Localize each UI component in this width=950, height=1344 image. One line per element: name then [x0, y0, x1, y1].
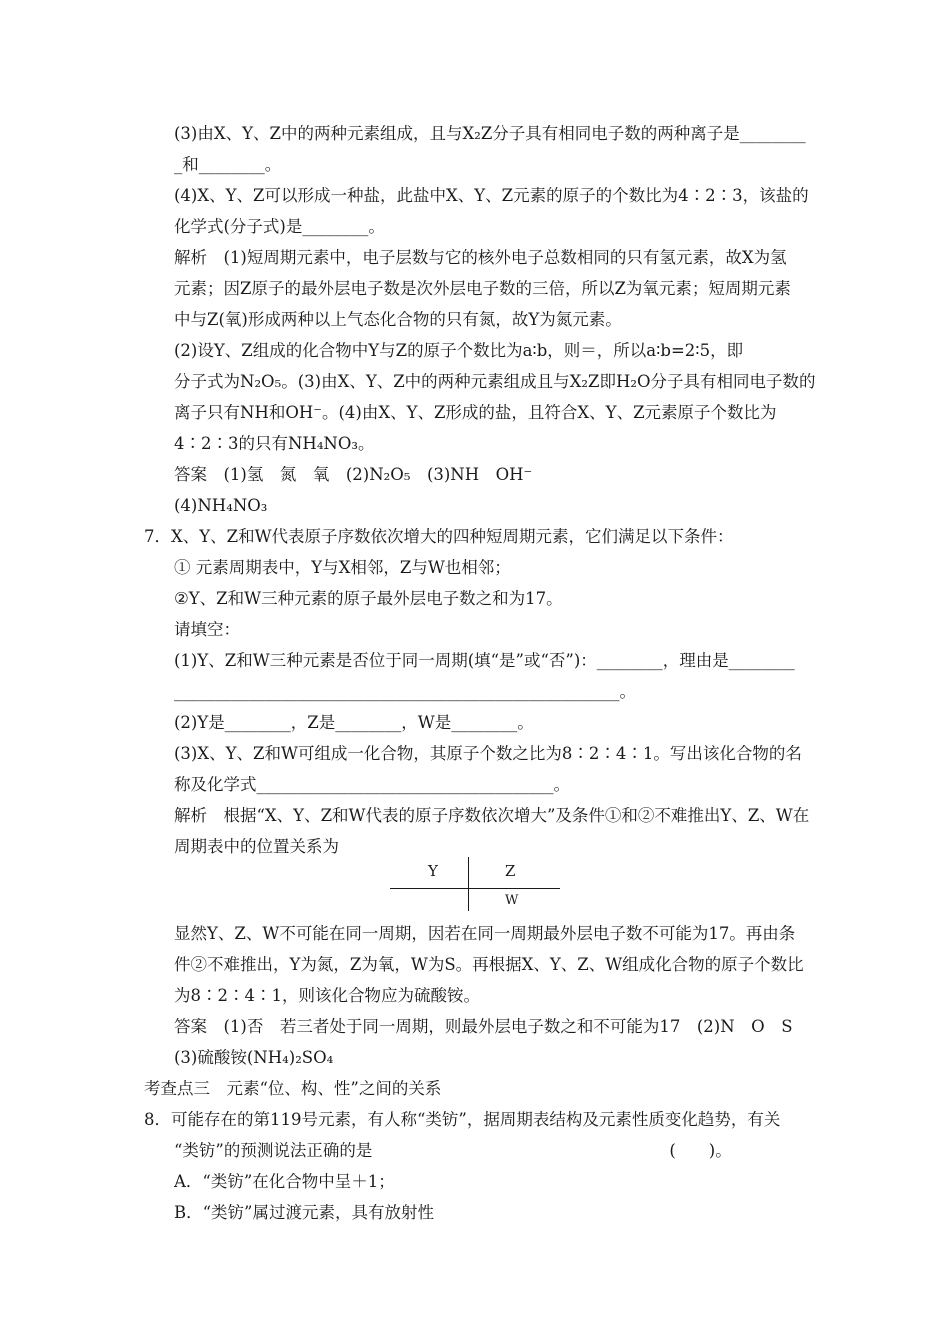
- text-line-jx7-4: 件②不难推出，Y为氮，Z为氧，W为S。再根据X、Y、Z、W组成化合物的原子个数比: [174, 955, 804, 974]
- text-line-q7-2: (2)Y是________，Z是________，W是________。: [174, 713, 534, 732]
- text-line-q6-4b: 化学式(分子式)是________。: [174, 217, 385, 236]
- text-line-q7tk: 请填空：: [174, 620, 240, 639]
- text-line-kd3: 考查点三 元素“位、构、性”之间的关系: [144, 1079, 442, 1098]
- text-line-q8B: B．“类钫”属过渡元素，具有放射性: [174, 1203, 434, 1222]
- cell-w: W: [505, 893, 519, 908]
- text-line-jx7-1: 解析 根据“X、Y、Z和W代表的原子序数依次增大”及条件①和②不难推出Y、Z、W在: [174, 806, 810, 825]
- cell-z: Z: [505, 862, 516, 880]
- text-line-q6-3a: (3)由X、Y、Z中的两种元素组成，且与X₂Z分子具有相同电子数的两种离子是________: [174, 124, 806, 143]
- text-line-da1: 答案 (1)氢 氮 氧 (2)N₂O₅ (3)NH OH⁻: [174, 465, 533, 484]
- text-line-jx4: (2)设Y、Z组成的化合物中Y与Z的原子个数比为a∶b，则＝，所以a∶b=2∶5，即: [174, 341, 744, 360]
- text-line-q8a: 8．可能存在的第119号元素，有人称“类钫”，据周期表结构及元素性质变化趋势，有关: [144, 1110, 781, 1129]
- text-line-q7-3b: 称及化学式____________________________________。: [174, 775, 570, 794]
- text-line-jx2: 元素；因Z原子的最外层电子数是次外层电子数的三倍，所以Z为氧元素；短周期元素: [174, 279, 791, 298]
- table-vertical-rule: [468, 857, 469, 911]
- text-line-jx5: 分子式为N₂O₅。(3)由X、Y、Z中的两种元素组成且与X₂Z即H₂O分子具有相同电子数的: [174, 372, 816, 391]
- text-line-q7-1a: (1)Y、Z和W三种元素是否位于同一周期(填“是”或“否”)：________，理由是________: [174, 651, 795, 670]
- text-line-q7c2: ②Y、Z和W三种元素的原子最外层电子数之和为17。: [174, 589, 563, 608]
- text-line-jx1: 解析 (1)短周期元素中，电子层数与它的核外电子总数相同的只有氢元素，故X为氢: [174, 248, 787, 267]
- text-line-q8b: “类钫”的预测说法正确的是 ( )。: [174, 1141, 732, 1160]
- text-line-q8A: A．“类钫”在化合物中呈＋1；: [174, 1172, 395, 1191]
- text-line-da7-1: 答案 (1)否 若三者处于同一周期，则最外层电子数之和不可能为17 (2)N O S: [174, 1017, 793, 1036]
- text-line-da2: (4)NH₄NO₃: [174, 496, 268, 515]
- text-line-jx7-2: 周期表中的位置关系为: [174, 837, 339, 856]
- text-line-jx7-5: 为8∶2∶4∶1，则该化合物应为硫酸铵。: [174, 986, 480, 1005]
- cell-y: Y: [428, 862, 438, 880]
- text-line-q6-4a: (4)X、Y、Z可以形成一种盐，此盐中X、Y、Z元素的原子的个数比为4∶2∶3，该盐的: [174, 186, 809, 205]
- text-line-q7: 7．X、Y、Z和W代表原子序数依次增大的四种短周期元素，它们满足以下条件：: [144, 527, 734, 546]
- text-line-q6-3b: _和________。: [174, 155, 282, 174]
- table-horizontal-rule: [390, 888, 560, 889]
- text-line-jx3: 中与Z(氧)形成两种以上气态化合物的只有氮，故Y为氮元素。: [174, 310, 622, 329]
- text-line-q7c1: ① 元素周期表中，Y与X相邻，Z与W也相邻；: [174, 558, 511, 577]
- text-line-q7-3a: (3)X、Y、Z和W可组成一化合物，其原子个数之比为8∶2∶4∶1。写出该化合物的名: [174, 744, 802, 763]
- text-line-da7-2: (3)硫酸铵(NH₄)₂SO₄: [174, 1048, 334, 1067]
- text-line-jx6: 离子只有NH和OH⁻。(4)由X、Y、Z形成的盐，且符合X、Y、Z元素原子个数比为: [174, 403, 777, 422]
- text-line-jx7: 4∶2∶3的只有NH₄NO₃。: [174, 434, 375, 453]
- text-line-jx7-3: 显然Y、Z、W不可能在同一周期，因若在同一周期最外层电子数不可能为17。再由条: [174, 924, 796, 943]
- periodic-position-table: [390, 857, 560, 911]
- text-line-q7-1b: ______________________________________________________。: [174, 682, 636, 701]
